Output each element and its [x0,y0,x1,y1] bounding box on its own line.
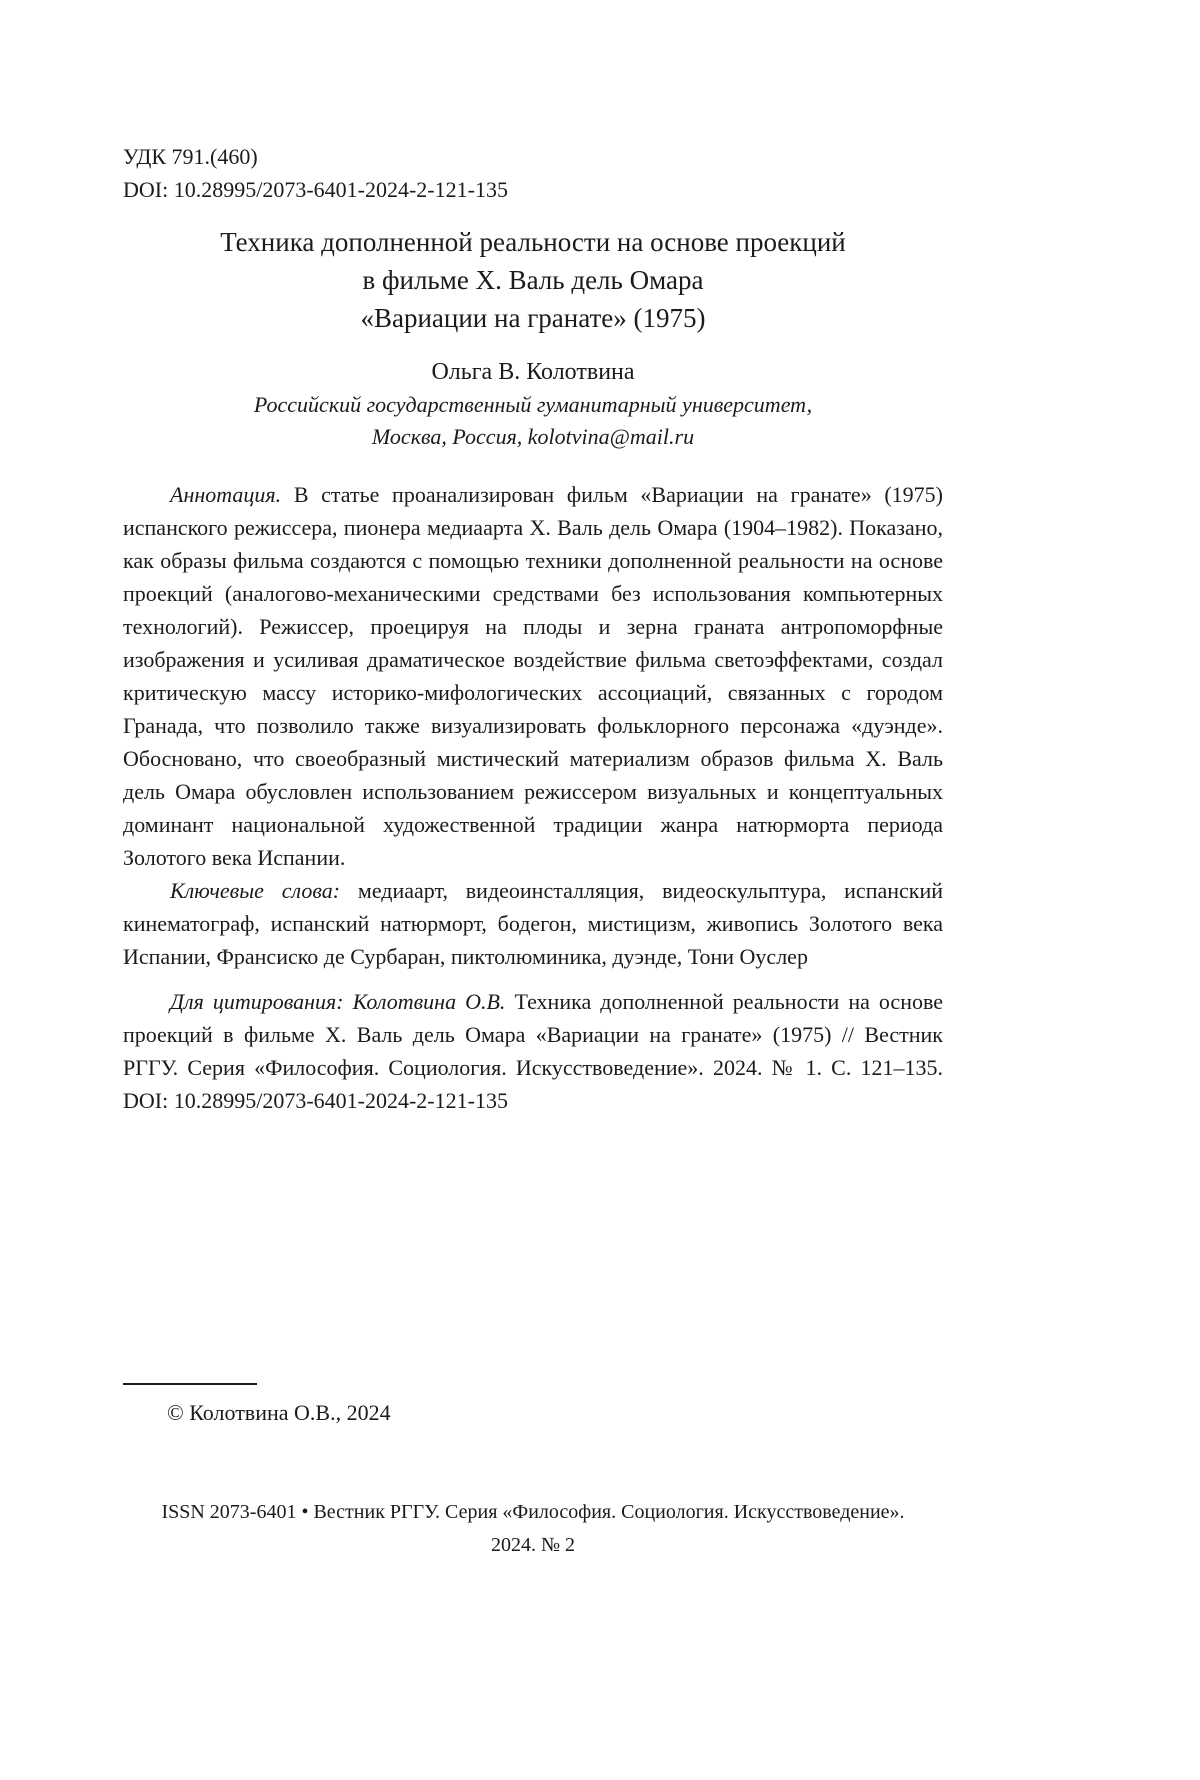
page-content [123,140,943,1117]
title-line-2: в фильме Х. Валь дель Омара [362,265,704,295]
keywords-label: Ключевые слова: [170,878,341,903]
keywords-paragraph [123,874,943,973]
copyright-line: © Колотвина О.В., 2024 [167,1400,391,1425]
title-line-3: «Вариации на гранате» (1975) [360,303,706,333]
article-meta [123,140,943,206]
article-title [123,223,943,337]
citation-text: Техника дополненной реальности на основе проекций в фильме Х. Валь дель Омара «Вариации на гранате» (1975) // Вестник РГГУ. Серия «Философия. Социология. Искусствоведение». 2024. № 1. С. 121–135. DOI: 10.28995/2073-6401-2024-2-121-135 [123,989,943,1113]
affiliation-line-2: Москва, Россия, kolotvina@mail.ru [371,424,695,449]
abstract-text: В статье проанализирован фильм «Вариации на гранате» (1975) испанского режиссера, пионера медиаарта Х. Валь дель Омара (1904–1982). Показано, как образы фильма создаются с помощью техники дополненной реальности на основе проекций (аналогово-механическими средствами без использования компьютерных технологий). Режиссер, проецируя на плоды и зерна граната антропоморфные изображения и усиливая драматическое воздействие фильма светоэффектами, создал критическую массу историко-мифологических ассоциаций, связанных с городом Гранада, что позволило также визуализировать фольклорного персонажа «дуэнде». Обосновано, что своеобразный мистический материализм образов фильма Х. Валь дель Омара обусловлен использованием режиссером визуальных и концептуальных доминант национальной художественной традиции жанра натюрморта периода Золотого века Испании. [123,482,943,870]
journal-footer [123,1496,943,1562]
footer-issue-line: 2024. № 2 [490,1534,576,1556]
citation-label: Для цитирования: Колотвина О.В. [170,989,506,1014]
footer-issn-line: ISSN 2073-6401 • Вестник РГГУ. Серия «Философия. Социология. Искусствоведение». [161,1501,905,1523]
udc-line: УДК 791.(460) [123,144,258,169]
copyright-block [123,1383,391,1428]
footnote-rule [123,1383,257,1385]
abstract-paragraph [123,478,943,874]
abstract-label: Аннотация. [170,482,282,507]
keywords-text: медиаарт, видеоинсталляция, видеоскульптура, испанский кинематограф, испанский натюрморт, бодегон, мистицизм, живопись Золотого века Испании, Франсиско де Сурбаран, пиктолюминика, дуэнде, Тони Оуслер [123,878,944,969]
doi-line: DOI: 10.28995/2073-6401-2024-2-121-135 [123,177,508,202]
author-affiliation [123,389,943,453]
title-line-1: Техника дополненной реальности на основе проекций [220,227,846,257]
citation-paragraph [123,985,943,1117]
author-name: Ольга В. Колотвина [431,359,635,385]
affiliation-line-1: Российский государственный гуманитарный университет, [253,392,813,417]
